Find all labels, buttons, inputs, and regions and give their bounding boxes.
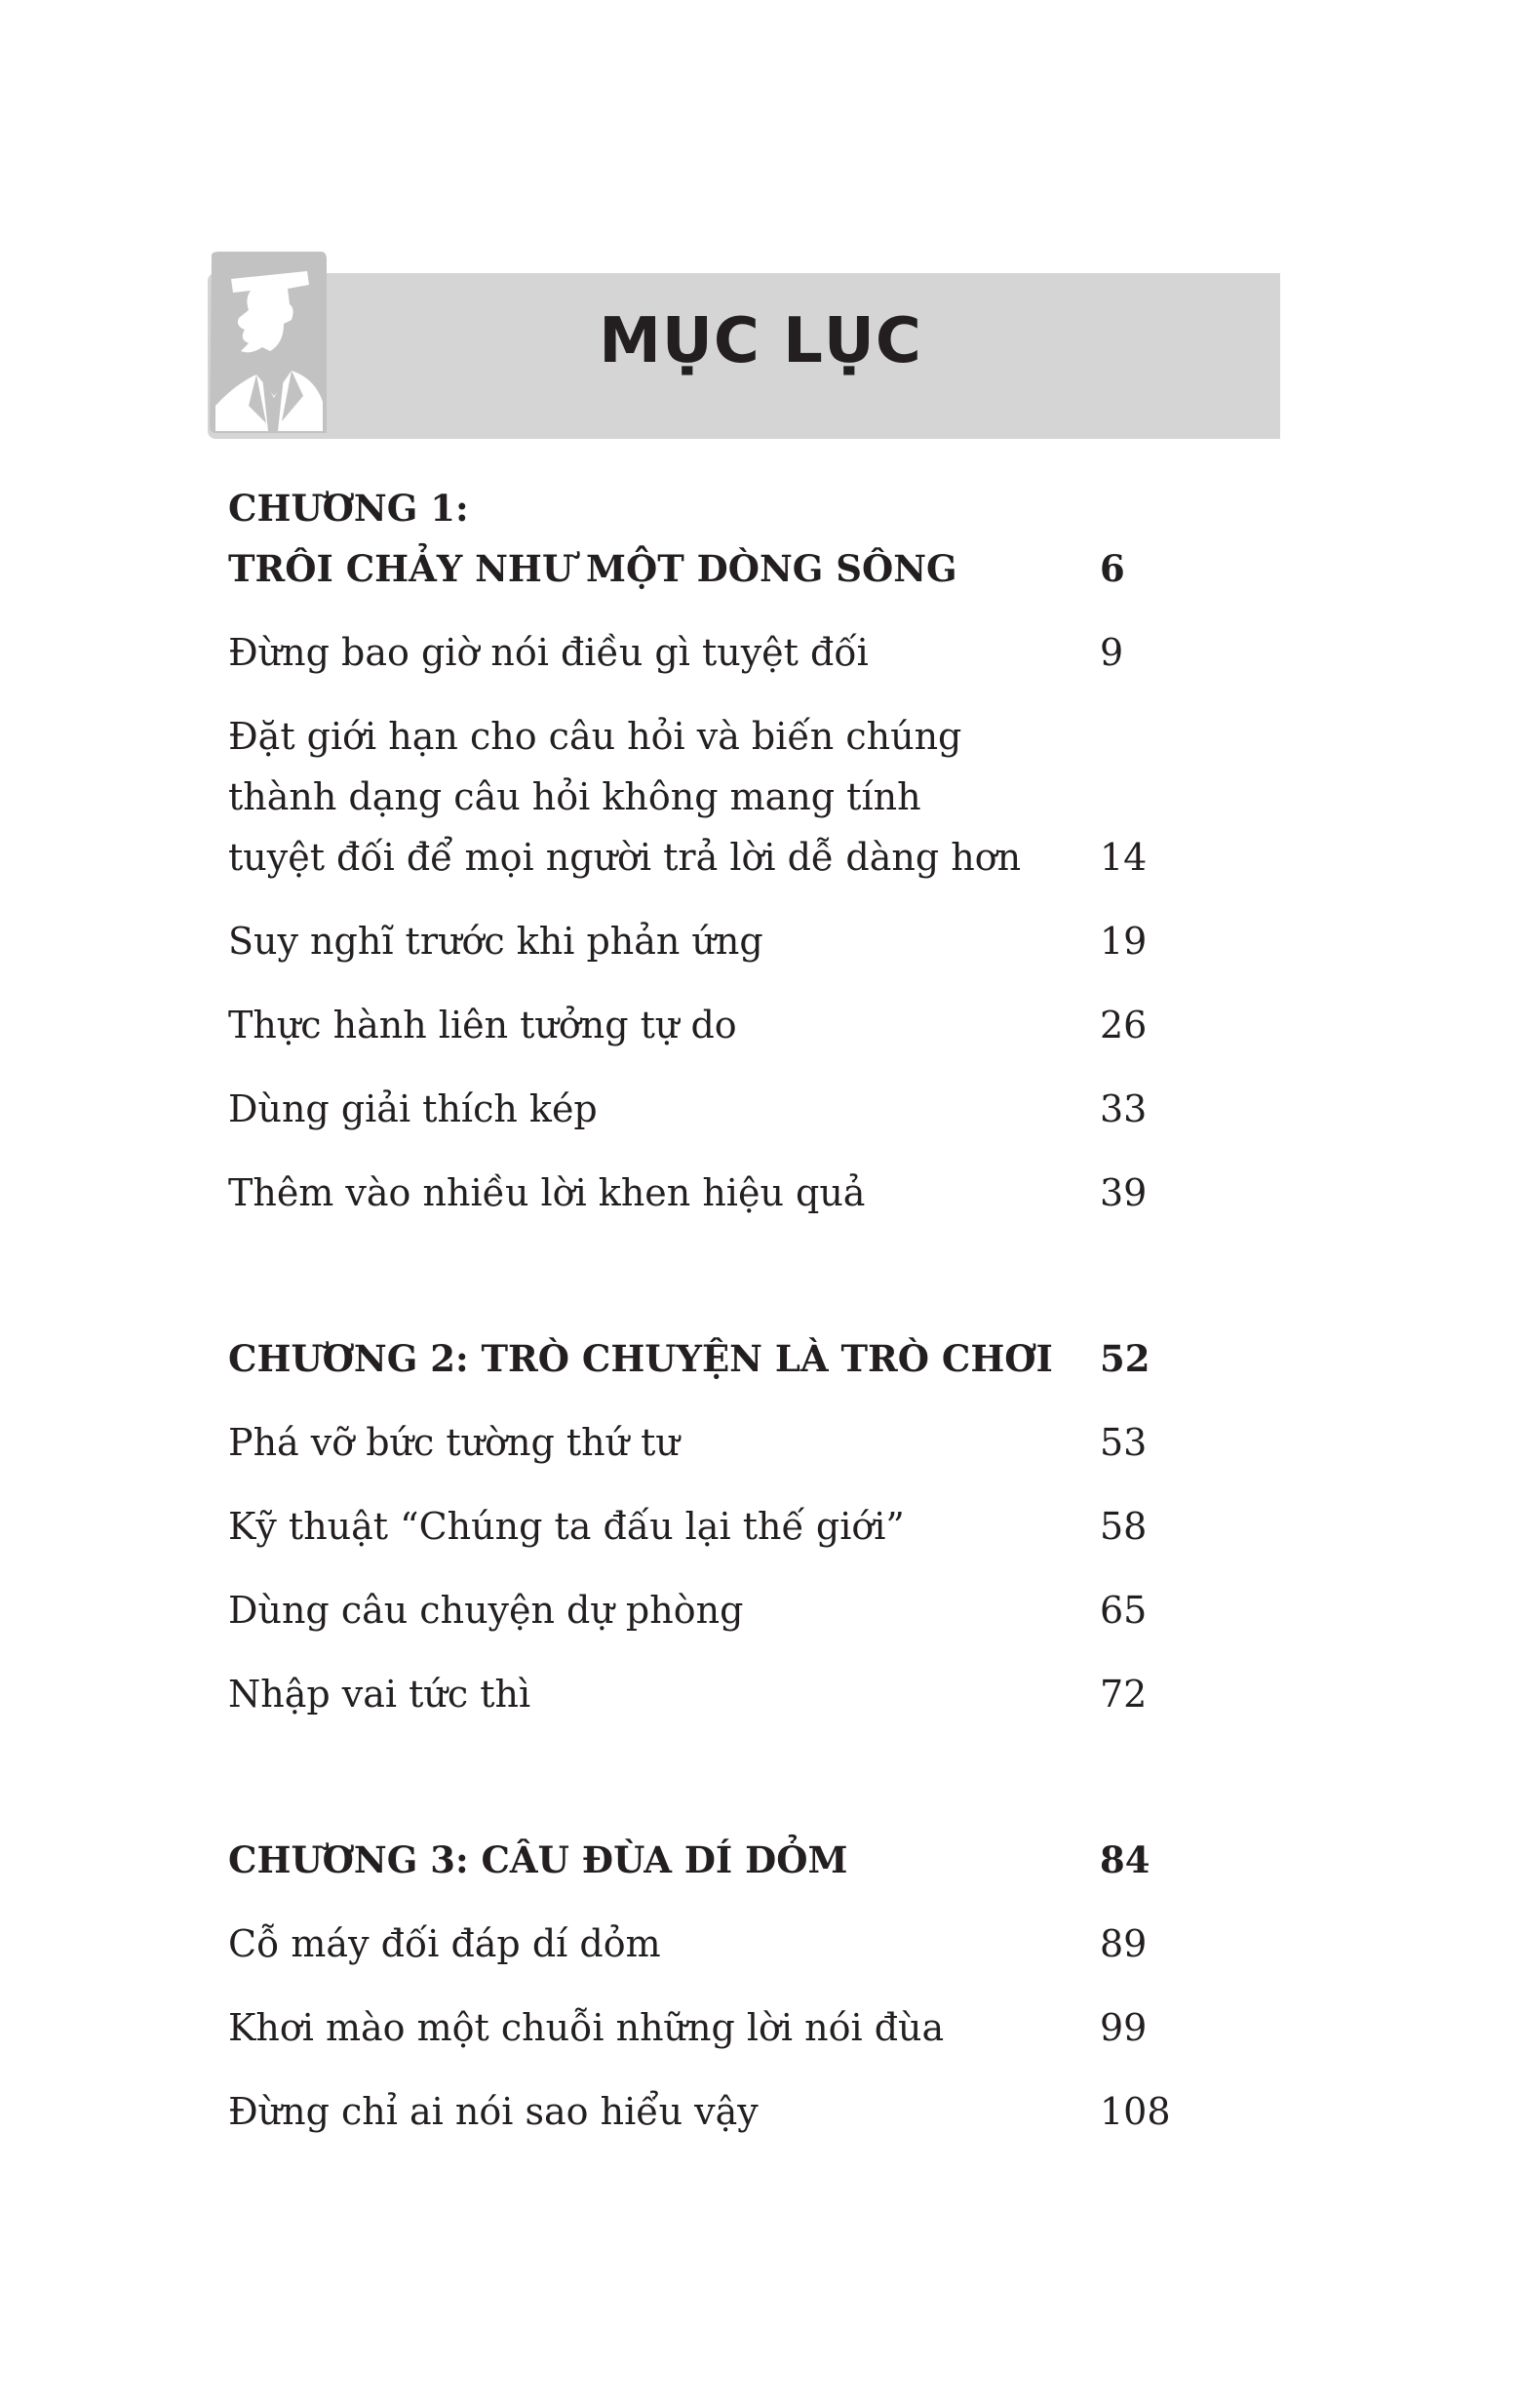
chapter-heading-line: TRÔI CHẢY NHƯ MỘT DÒNG SÔNG <box>228 547 957 590</box>
toc-entry[interactable] <box>228 911 1203 971</box>
page-number: 99 <box>1100 2006 1148 2049</box>
page-number: 72 <box>1100 1673 1148 1716</box>
page-number: 89 <box>1100 1922 1148 1965</box>
toc-entry[interactable] <box>228 1914 1203 1974</box>
toc-entry[interactable] <box>228 1664 1203 1724</box>
entry-title: Thêm vào nhiều lời khen hiệu quả <box>228 1171 866 1214</box>
toc-entry[interactable] <box>228 2081 1203 2142</box>
page-number: 6 <box>1100 547 1125 590</box>
entry-title: Dùng câu chuyện dự phòng <box>228 1589 744 1632</box>
page-number: 58 <box>1100 1505 1148 1548</box>
table-of-contents <box>228 478 1203 2142</box>
toc-entry[interactable] <box>228 1163 1203 1223</box>
entry-title: Đừng bao giờ nói điều gì tuyệt đối <box>228 631 869 674</box>
page-number: 14 <box>1100 836 1148 879</box>
page-number: 33 <box>1100 1087 1148 1130</box>
entry-title: Nhập vai tức thì <box>228 1673 531 1716</box>
chapter-heading[interactable] <box>228 1328 1203 1389</box>
entry-title: Dùng giải thích kép <box>228 1087 598 1130</box>
chapter-heading-line: CHƯƠNG 2: TRÒ CHUYỆN LÀ TRÒ CHƠI <box>228 1337 1053 1380</box>
entry-title: tuyệt đối để mọi người trả lời dễ dàng hơn <box>228 836 1022 879</box>
entry-title: Đừng chỉ ai nói sao hiểu vậy <box>228 2090 759 2133</box>
toc-entry[interactable] <box>228 1496 1203 1557</box>
chapter-heading[interactable] <box>228 1830 1203 1890</box>
entry-title: Kỹ thuật “Chúng ta đấu lại thế giới” <box>228 1505 905 1548</box>
entry-title: Đặt giới hạn cho câu hỏi và biến chúng <box>228 715 962 758</box>
toc-entry[interactable] <box>228 995 1203 1055</box>
toc-entry[interactable] <box>228 622 1203 683</box>
page-number: 53 <box>1100 1421 1148 1464</box>
page-number: 39 <box>1100 1171 1148 1214</box>
page-number: 65 <box>1100 1589 1148 1632</box>
toc-entry[interactable] <box>228 1580 1203 1640</box>
entry-title: Cỗ máy đối đáp dí dỏm <box>228 1922 661 1965</box>
page-number: 19 <box>1100 920 1148 963</box>
chapter-heading[interactable] <box>228 538 1203 599</box>
toc-entry[interactable] <box>228 706 1203 767</box>
page-title: MỤC LỤC <box>599 305 922 377</box>
man-in-hat-icon <box>206 250 329 435</box>
toc-entry[interactable] <box>228 1997 1203 2058</box>
toc-entry[interactable] <box>228 1412 1203 1473</box>
chapter-heading-line: CHƯƠNG 3: CÂU ĐÙA DÍ DỎM <box>228 1838 848 1881</box>
entry-title: Phá vỡ bức tường thứ tư <box>228 1421 680 1464</box>
entry-title: thành dạng câu hỏi không mang tính <box>228 775 921 818</box>
entry-title: Suy nghĩ trước khi phản ứng <box>228 920 763 963</box>
page-number: 52 <box>1100 1337 1150 1380</box>
page-number: 9 <box>1100 631 1124 674</box>
toc-entry[interactable] <box>228 1079 1203 1139</box>
entry-title: Thực hành liên tưởng tự do <box>228 1004 737 1046</box>
chapter-heading[interactable] <box>228 478 1203 538</box>
toc-entry-continued[interactable] <box>228 827 1203 888</box>
page-number: 108 <box>1100 2090 1171 2133</box>
page-number: 84 <box>1100 1838 1150 1881</box>
toc-entry-continued[interactable] <box>228 767 1203 827</box>
entry-title: Khơi mào một chuỗi những lời nói đùa <box>228 2006 945 2049</box>
page-number: 26 <box>1100 1004 1148 1046</box>
chapter-heading-line: CHƯƠNG 1: <box>228 487 469 530</box>
